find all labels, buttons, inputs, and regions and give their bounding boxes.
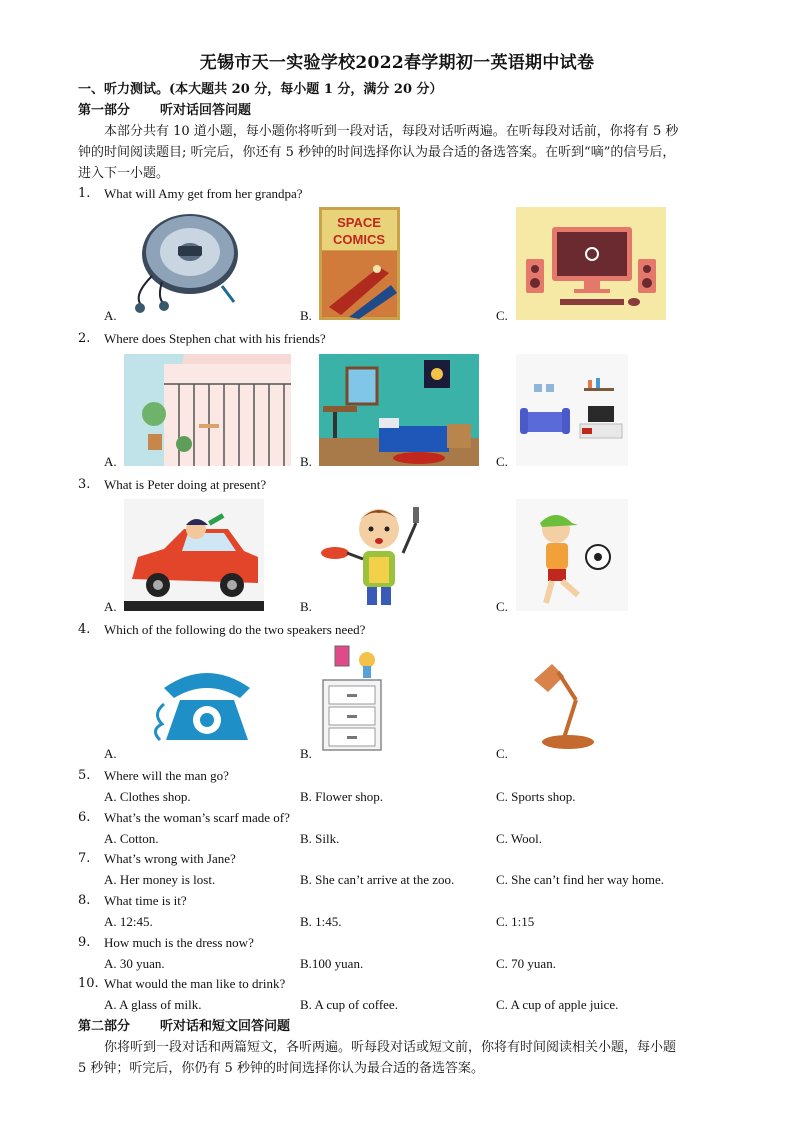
cd-player-icon[interactable]	[122, 206, 244, 318]
computer-icon[interactable]	[516, 207, 666, 320]
part1-title: 听对话回答问题	[160, 103, 252, 118]
balcony-icon[interactable]	[124, 354, 291, 466]
driving-car-icon[interactable]	[124, 499, 264, 611]
part1-intro-line3: 进入下一小题。	[78, 166, 170, 181]
option-7c[interactable]: C. She can’t find her way home.	[496, 872, 664, 887]
option-4b-letter: B.	[300, 746, 312, 761]
section1-heading: 一、听力测试。(本大题共 20 分，每小题 1 分，满分 20 分）	[78, 82, 443, 97]
question-7-text: What’s wrong with Jane?	[104, 851, 236, 866]
question-7-number: 7.	[78, 851, 91, 866]
option-5b[interactable]: B. Flower shop.	[300, 789, 384, 804]
question-10-number: 10.	[78, 976, 99, 991]
option-8c[interactable]: C. 1:15	[496, 914, 535, 929]
question-2-text: Where does Stephen chat with his friends?	[104, 331, 326, 346]
part1-label: 第一部分	[78, 103, 131, 118]
question-5-text: Where will the man go?	[104, 768, 229, 783]
telephone-icon[interactable]	[124, 644, 290, 756]
question-9-text: How much is the dress now?	[104, 935, 254, 950]
option-6b[interactable]: B. Silk.	[300, 831, 340, 846]
option-3b-letter: B.	[300, 599, 312, 614]
part1-intro-line1: 本部分共有 10 道小题，每小题你将听到一段对话，每段对话听两遍。在听每段对话前，你将有 5 秒	[104, 124, 679, 139]
option-2a-letter: A.	[104, 454, 117, 469]
option-10b[interactable]: B. A cup of coffee.	[300, 997, 398, 1012]
option-4a-letter: A.	[104, 746, 117, 761]
part2-intro-line1: 你将听到一段对话和两篇短文，各听两遍。听每段对话或短文前，你将有时间阅读相关小题，每小题	[104, 1040, 677, 1055]
living-room-icon[interactable]	[516, 354, 628, 466]
option-10c[interactable]: C. A cup of apple juice.	[496, 997, 619, 1012]
option-9c[interactable]: C. 70 yuan.	[496, 956, 556, 971]
option-8a[interactable]: A. 12:45.	[104, 914, 153, 929]
bedroom-icon[interactable]	[319, 354, 479, 466]
option-4c-letter: C.	[496, 746, 508, 761]
part2-title: 听对话和短文回答问题	[160, 1019, 291, 1034]
question-6-number: 6.	[78, 810, 91, 825]
option-7b[interactable]: B. She can’t arrive at the zoo.	[300, 872, 455, 887]
option-9b[interactable]: B.100 yuan.	[300, 956, 364, 971]
part2-label: 第二部分	[78, 1019, 131, 1034]
question-8-text: What time is it?	[104, 893, 187, 908]
option-2b-letter: B.	[300, 454, 312, 469]
cooking-boy-icon[interactable]	[319, 499, 441, 611]
question-5-number: 5.	[78, 768, 91, 783]
option-5c[interactable]: C. Sports shop.	[496, 789, 576, 804]
option-1c-letter: C.	[496, 308, 508, 323]
space-comics-icon[interactable]	[319, 207, 400, 320]
drawers-icon[interactable]	[319, 644, 385, 756]
question-8-number: 8.	[78, 893, 91, 908]
exam-title: 无锡市天一实验学校2022春学期初一英语期中试卷	[199, 53, 595, 73]
question-10-text: What would the man like to drink?	[104, 976, 286, 991]
question-4-text: Which of the following do the two speakers need?	[104, 622, 366, 637]
question-1-text: What will Amy get from her grandpa?	[104, 186, 303, 201]
option-1b-letter: B.	[300, 308, 312, 323]
question-9-number: 9.	[78, 935, 91, 950]
option-6a[interactable]: A. Cotton.	[104, 831, 159, 846]
part1-intro-line2: 钟的时间阅读题目; 听完后，你还有 5 秒钟的时间选择你认为最合适的备选答案。在听到“嘀”的信号后，	[78, 145, 676, 160]
option-3c-letter: C.	[496, 599, 508, 614]
part2-intro-line2: 5 秒钟；听完后，你仍有 5 秒钟的时间选择你认为最合适的备选答案。	[78, 1061, 484, 1076]
desk-lamp-icon[interactable]	[530, 660, 600, 752]
option-7a[interactable]: A. Her money is lost.	[104, 872, 216, 887]
option-5a[interactable]: A. Clothes shop.	[104, 789, 191, 804]
svg-text:COMICS: COMICS	[333, 232, 385, 247]
question-1-number: 1.	[78, 186, 91, 201]
question-2-number: 2.	[78, 331, 91, 346]
option-10a[interactable]: A. A glass of milk.	[104, 997, 202, 1012]
question-6-text: What’s the woman’s scarf made of?	[104, 810, 290, 825]
question-4-number: 4.	[78, 622, 91, 637]
question-3-text: What is Peter doing at present?	[104, 477, 267, 492]
option-6c[interactable]: C. Wool.	[496, 831, 543, 846]
svg-text:SPACE: SPACE	[337, 215, 381, 230]
option-9a[interactable]: A. 30 yuan.	[104, 956, 165, 971]
question-3-number: 3.	[78, 477, 91, 492]
football-boy-icon[interactable]	[516, 499, 628, 611]
option-2c-letter: C.	[496, 454, 508, 469]
option-1a-letter: A.	[104, 308, 117, 323]
option-3a-letter: A.	[104, 599, 117, 614]
option-8b[interactable]: B. 1:45.	[300, 914, 342, 929]
